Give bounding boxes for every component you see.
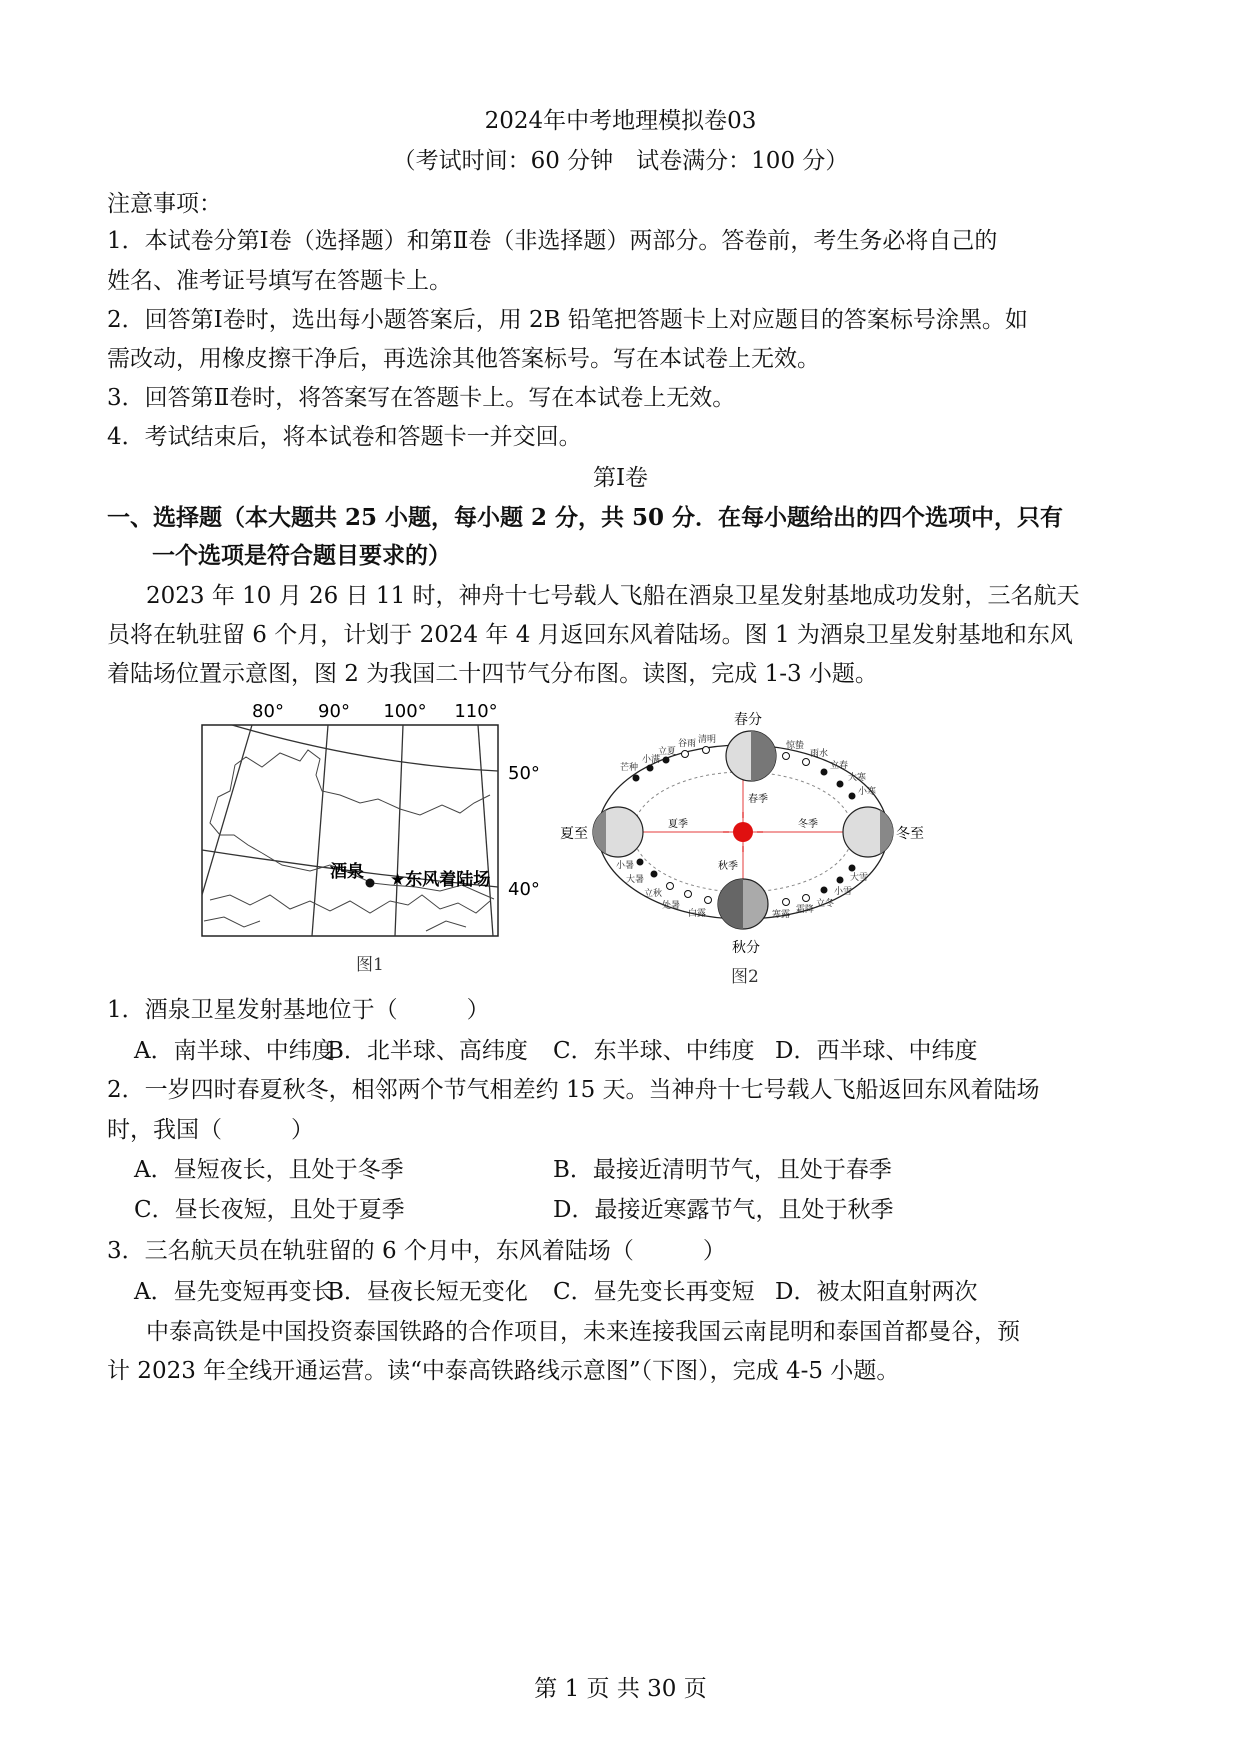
jiuquan-label: 酒泉 bbox=[330, 862, 364, 882]
sun bbox=[733, 822, 753, 842]
earth-autumn bbox=[718, 879, 768, 929]
term-label: 立春 bbox=[830, 761, 849, 771]
term-label: 立夏 bbox=[658, 747, 677, 757]
question-3-option-c: C．昼先变长再变短 bbox=[553, 1279, 755, 1305]
exam-info: （考试时间：60 分钟 试卷满分：100 分） bbox=[392, 148, 849, 174]
term-label: 芒种 bbox=[620, 763, 639, 773]
season-autumn: 秋分 bbox=[732, 940, 760, 956]
term-label: 小满 bbox=[642, 755, 661, 765]
question-1-option-c: C．东半球、中纬度 bbox=[553, 1038, 755, 1064]
term-label: 大暑 bbox=[626, 875, 645, 885]
term-label: 立秋 bbox=[644, 889, 663, 899]
lat-label: 50° bbox=[508, 763, 540, 784]
term-label: 寒露 bbox=[772, 910, 791, 920]
figure-2-solar-terms bbox=[558, 712, 938, 962]
term-label: 小寒 bbox=[858, 787, 877, 797]
earth-summer bbox=[593, 807, 643, 857]
question-3-option-a: A．昼先变短再变长 bbox=[134, 1279, 335, 1305]
lon-label: 100° bbox=[383, 701, 427, 722]
note-line: 4．考试结束后，将本试卷和答题卡一并交回。 bbox=[107, 424, 582, 450]
season-inner-winter: 冬季 bbox=[798, 819, 818, 830]
section-heading-cont: 一个选项是符合题目要求的） bbox=[152, 542, 451, 569]
page-title: 2024年中考地理模拟卷03 bbox=[484, 108, 757, 134]
earth-winter bbox=[843, 807, 893, 857]
dongfeng-label: ★东风着陆场 bbox=[390, 870, 491, 890]
term-label: 大寒 bbox=[848, 773, 867, 783]
lon-label: 80° bbox=[252, 701, 284, 722]
question-1-stem: 1．酒泉卫星发射基地位于（ ） bbox=[107, 997, 490, 1023]
question-2-option-b: B．最接近清明节气，且处于春季 bbox=[553, 1157, 892, 1183]
term-label: 清明 bbox=[698, 735, 717, 745]
question-2-stem: 2．一岁四时春夏秋冬，相邻两个节气相差约 15 天。当神舟十七号载人飞船返回东风着陆场 bbox=[107, 1077, 1040, 1103]
season-inner-summer: 夏季 bbox=[668, 819, 688, 830]
season-summer: 夏至 bbox=[560, 826, 588, 842]
question-3-stem: 3．三名航天员在轨驻留的 6 个月中，东风着陆场（ ） bbox=[107, 1238, 726, 1264]
term-label: 霜降 bbox=[796, 905, 815, 915]
figure-1-map bbox=[190, 695, 540, 945]
term-label: 白露 bbox=[688, 909, 707, 919]
question-1-option-b: B．北半球、高纬度 bbox=[327, 1038, 528, 1064]
term-label: 大雪 bbox=[850, 873, 869, 883]
term-label: 雨水 bbox=[810, 749, 829, 759]
figure-2-caption: 图2 bbox=[731, 967, 759, 987]
passage-line: 员将在轨驻留 6 个月，计划于 2024 年 4 月返回东风着陆场。图 1 为酒泉卫星发射基地和东风 bbox=[107, 622, 1073, 648]
note-line: 需改动，用橡皮擦干净后，再选涂其他答案标号。写在本试卷上无效。 bbox=[107, 346, 820, 372]
question-2-stem-cont: 时，我国（ ） bbox=[107, 1117, 314, 1143]
term-label: 处暑 bbox=[662, 901, 681, 911]
passage-line: 着陆场位置示意图，图 2 为我国二十四节气分布图。读图，完成 1-3 小题。 bbox=[107, 661, 878, 687]
question-2-option-a: A．昼短夜长，且处于冬季 bbox=[134, 1157, 404, 1183]
notes-heading: 注意事项： bbox=[107, 191, 222, 217]
part-title: 第Ⅰ卷 bbox=[592, 465, 649, 491]
question-3-option-d: D．被太阳直射两次 bbox=[775, 1279, 978, 1305]
page-number: 第 1 页 共 30 页 bbox=[534, 1676, 707, 1702]
question-1-option-d: D．西半球、中纬度 bbox=[775, 1038, 978, 1064]
question-2-option-d: D．最接近寒露节气，且处于秋季 bbox=[553, 1197, 894, 1223]
section-heading: 一、选择题（本大题共 25 小题，每小题 2 分，共 50 分．在每小题给出的四个选项中，只有 bbox=[107, 504, 1064, 531]
jiuquan-point bbox=[366, 879, 375, 888]
question-2-option-c: C．昼长夜短，且处于夏季 bbox=[134, 1197, 405, 1223]
passage-line: 2023 年 10 月 26 日 11 时，神舟十七号载人飞船在酒泉卫星发射基地成功发射，三名航天 bbox=[146, 583, 1080, 609]
question-3-option-b: B．昼夜长短无变化 bbox=[327, 1279, 528, 1305]
season-winter: 冬至 bbox=[896, 826, 924, 842]
earth-spring bbox=[726, 731, 776, 781]
season-inner-spring: 春季 bbox=[748, 794, 768, 805]
passage-line: 中泰高铁是中国投资泰国铁路的合作项目，未来连接我国云南昆明和泰国首都曼谷，预 bbox=[146, 1319, 1020, 1345]
note-line: 3．回答第Ⅱ卷时，将答案写在答题卡上。写在本试卷上无效。 bbox=[107, 385, 736, 411]
season-spring: 春分 bbox=[734, 712, 762, 728]
season-inner-autumn: 秋季 bbox=[718, 861, 738, 872]
note-line: 姓名、准考证号填写在答题卡上。 bbox=[107, 268, 452, 294]
term-label: 小暑 bbox=[616, 861, 635, 871]
figure-1-caption: 图1 bbox=[356, 955, 384, 975]
lon-label: 90° bbox=[318, 701, 350, 722]
question-1-option-a: A．南半球、中纬度 bbox=[134, 1038, 335, 1064]
passage-line: 计 2023 年全线开通运营。读“中泰高铁路线示意图”（下图），完成 4-5 小题。 bbox=[107, 1358, 900, 1384]
note-line: 2．回答第Ⅰ卷时，选出每小题答案后，用 2B 铅笔把答题卡上对应题目的答案标号涂黑。如 bbox=[107, 307, 1028, 333]
lat-label: 40° bbox=[508, 879, 540, 900]
term-label: 小雪 bbox=[834, 887, 853, 897]
lon-label: 110° bbox=[454, 701, 498, 722]
note-line: 1．本试卷分第Ⅰ卷（选择题）和第Ⅱ卷（非选择题）两部分。答卷前，考生务必将自己的 bbox=[107, 228, 998, 254]
term-label: 惊蛰 bbox=[786, 741, 805, 751]
term-label: 谷雨 bbox=[678, 739, 697, 749]
term-label: 立冬 bbox=[816, 899, 835, 909]
